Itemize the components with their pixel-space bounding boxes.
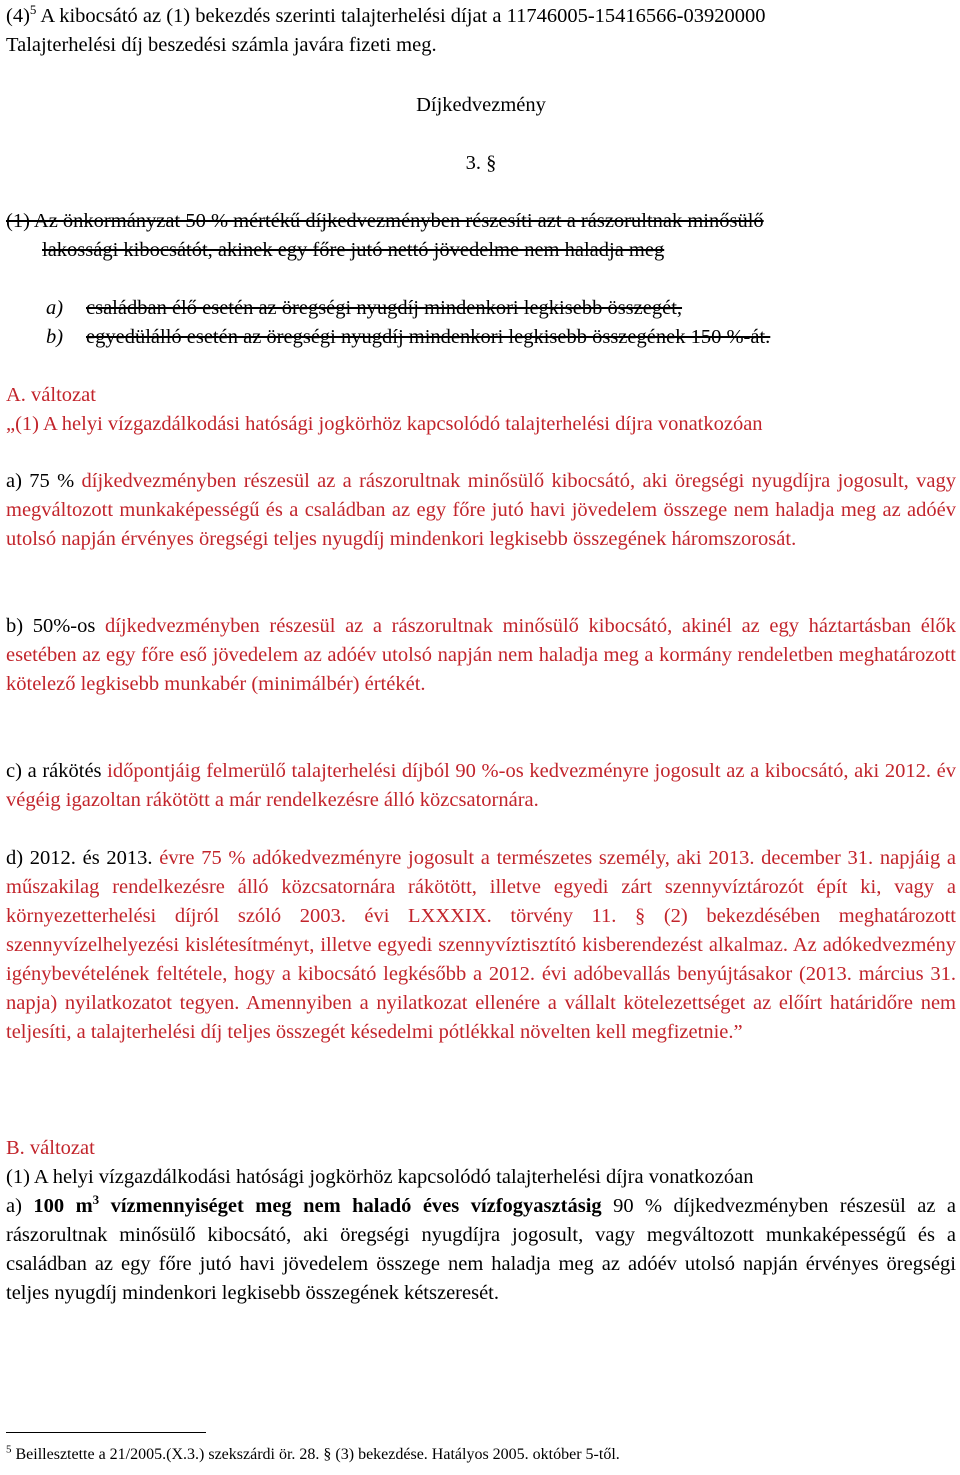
cubic-superscript: 3 [92,1192,100,1208]
item-lead: c) a rákötés [6,760,102,782]
section-heading: Díjkedvezmény [416,94,546,116]
item-label: a) [46,297,64,319]
footnote-number: 5 [6,1443,12,1456]
item-lead: d) 2012. és 2013. [6,847,153,869]
variant-a-item-a [6,467,956,554]
variant-b-title: B. változat [6,1137,95,1159]
paragraph-4 [6,2,956,60]
item-text: 90 % díjkedvezményben részesül az a rászorultnak minősülő kibocsátó, aki öregségi nyugdíjra jogosult, vagy megváltozott munkaképességű és a családban az egy főre jutó havi jövedelem összege nem haladja meg az adóév utolsó napján érvényes öregségi teljes nyugdíj mindenkori legkisebb összegének kétszeresét. [6,1195,957,1304]
item-lead: a) [6,1195,34,1217]
struck-line-1: (1) Az önkormányzat 50 % mértékű díjkedvezményben részesíti azt a rászorultnak minősülő [6,210,764,232]
footnote-text: Beillesztette a 21/2005.(X.3.) szekszárdi ör. 28. § (3) bekezdése. Hatályos 2005. október 5-től. [11,1446,620,1463]
variant-a-item-c [6,757,956,815]
item-bold-quantity: 100 m [33,1195,93,1217]
struck-paragraph-1 [6,207,956,265]
struck-item-a [46,294,956,323]
item-text: időpontjáig felmerülő talajterhelési díjból 90 %-os kedvezményre jogosult az a kibocsátó, aki 2012. év végéig igazoltan rákötött a már rendelkezésre álló közcsatornára. [6,760,956,811]
variant-a-intro: „(1) A helyi vízgazdálkodási hatósági jogkörhöz kapcsolódó talajterhelési díjra vonatkozóan [6,413,763,435]
item-text: egyedülálló esetén az öregségi nyugdíj mindenkori legkisebb összegének 150 %-át. [86,326,771,348]
variant-b-item-a [6,1192,956,1308]
paragraph-4-line-1: A kibocsátó az (1) bekezdés szerinti talajterhelési díjat a 11746005-15416566-03920000 [36,5,766,27]
variant-a-title: A. változat [6,384,96,406]
item-lead: a) 75 % [6,470,75,492]
item-text: évre 75 % adókedvezményre jogosult a természetes személy, aki 2013. december 31. napjáig a műszakilag rendelkezésre álló közcsatornára rákötött, illetve egyedi zárt szennyvíztározót épít ki, vagy a környezetterhelési díjról szóló 2003. évi LXXXIX. törvény 11. § (2) bekezdésében meghatározott szennyvízelhelyezési kislétesítményt, illetve egyedi szennyvíztisztító kisberendezést alkalmaz. Az adókedvezmény igénybevételének feltétele, hogy a kibocsátó legkésőbb a 2012. évi adóbevallás benyújtásakor (2013. március 31. napja) nyilatkozatot tegyen. Amennyiben a nyilatkozat ellenére a vállalt kötelezettséget az előírt határidőre nem teljesíti, a talajterhelési díj teljes összegét késedelmi pótlékkal növelten kell megfizetnie.” [6,847,957,1043]
struck-item-b [46,323,956,352]
variant-a-item-b [6,612,956,699]
footnote-reference: 5 [29,2,37,18]
item-text: díjkedvezményben részesül az a rászorultnak minősülő kibocsátó, akinél az egy háztartásban élők esetében az egy főre eső jövedelem az adóév utolsó napján nem haladja meg a kormány rendeletben meghatározott kötelező legkisebb munkabér (minimálbér) értékét. [6,615,956,695]
item-text: díjkedvezményben részesül az a rászorultnak minősülő kibocsátó, aki öregségi nyugdíjra jogosult, vagy megváltozott munkaképességű és a családban az egy főre jutó havi jövedelem összege nem haladja meg az adóév utolsó napján érvényes öregségi teljes nyugdíj mindenkori legkisebb összegének háromszorosát. [6,470,956,550]
footnote [6,1445,620,1465]
item-label: b) [46,326,64,348]
paragraph-4-line-2: Talajterhelési díj beszedési számla javára fizeti meg. [6,34,437,56]
struck-line-2: lakossági kibocsátót, akinek egy főre jutó nettó jövedelme nem haladja meg [42,239,665,261]
footnote-divider [6,1432,206,1433]
item-text: családban élő esetén az öregségi nyugdíj mindenkori legkisebb összegét, [86,297,683,319]
variant-a-item-d [6,844,956,1047]
paragraph-number: (4) [6,5,30,27]
section-number: 3. § [465,152,497,174]
variant-b-intro: (1) A helyi vízgazdálkodási hatósági jogkörhöz kapcsolódó talajterhelési díjra vonatkozóan [6,1166,754,1188]
item-lead: b) 50%-os [6,615,96,637]
item-bold-text: vízmennyiséget meg nem haladó éves vízfogyasztásig [99,1195,602,1217]
